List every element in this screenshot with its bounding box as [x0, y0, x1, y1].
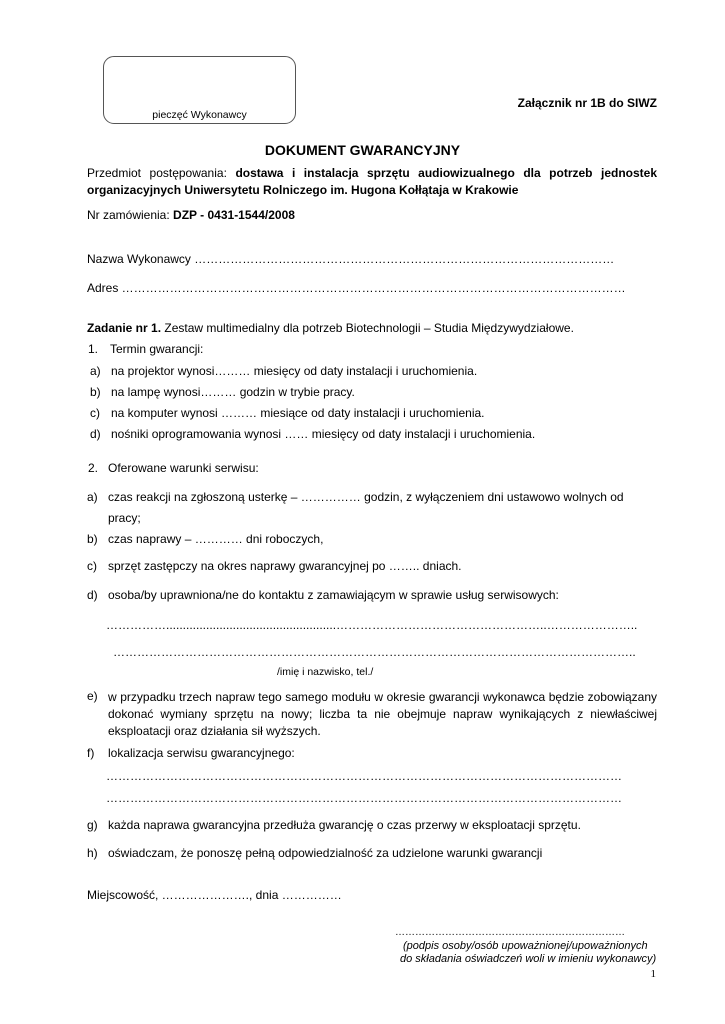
- section1-title: Termin gwarancji:: [110, 342, 204, 356]
- s2-b-text: czas naprawy – ………… dni roboczych,: [108, 532, 324, 546]
- s2-c-text: sprzęt zastępczy na okres naprawy gwarancyjnej po …….. dniach.: [108, 559, 462, 573]
- order-value: DZP - 0431-1544/2008: [173, 208, 295, 222]
- document-title: DOKUMENT GWARANCYJNY: [264, 142, 461, 158]
- task-text: Zestaw multimedialny dla potrzeb Biotechnologii – Studia Międzywydziałowe.: [164, 321, 574, 335]
- s1-item-a-letter: a): [90, 364, 101, 378]
- s2-g-text: każda naprawa gwarancyjna przedłuża gwarancję o czas przerwy w eksploatacji sprzętu.: [108, 818, 581, 832]
- stamp-box: [103, 56, 296, 124]
- s2-d-caption: /imię i nazwisko, tel./: [277, 666, 374, 678]
- section2-num: 2.: [88, 461, 99, 475]
- stamp-label: pieczęć Wykonawcy: [152, 109, 247, 121]
- s2-f-dots-2: …………………………………………………………………………………………………………………: [106, 791, 622, 805]
- s2-c-letter: c): [87, 559, 97, 573]
- s2-d-text: osoba/by uprawniona/ne do kontaktu z zamawiającym w sprawie usług serwisowych:: [108, 588, 559, 602]
- s2-e-text: w przypadku trzech napraw tego samego modułu w okresie gwarancji wykonawca będzie zobowiązany dokonać wymiany sprzętu na nowy; liczba ta nie obejmuje napraw wynikających z niewłaściwej eksploatacji oraz działania sił wyższych.: [108, 690, 657, 738]
- s1-item-c-letter: c): [90, 406, 100, 420]
- s2-a-text-line1: czas reakcji na zgłoszoną usterkę – …………… godzin, z wyłączeniem dni ustawowo wolnych od: [108, 490, 624, 504]
- task-label: Zadanie nr 1.: [87, 321, 162, 335]
- place-date-field: Miejscowość, …………………., dnia ……………: [87, 888, 342, 902]
- s1-item-b-text: na lampę wynosi……… godzin w trybie pracy.: [111, 385, 355, 399]
- s2-b-letter: b): [87, 532, 98, 546]
- address-field: Adres ………………………………………………………………………………………………………………: [87, 281, 626, 295]
- s2-a-letter: a): [87, 490, 98, 504]
- order-label: Nr zamówienia:: [87, 208, 170, 222]
- s2-f-text: lokalizacja serwisu gwarancyjnego:: [108, 746, 295, 760]
- s2-d-dots-2: …………………………………………………………………………………………………………………..: [113, 645, 636, 659]
- s1-item-a-text: na projektor wynosi……… miesięcy od daty instalacji i uruchomienia.: [111, 364, 478, 378]
- signature-dots: ……………………………………………………………: [395, 927, 625, 938]
- section1-num: 1.: [88, 342, 99, 356]
- s1-item-c-text: na komputer wynosi ……… miesiące od daty instalacji i uruchomienia.: [111, 406, 485, 420]
- subject-paragraph: [87, 165, 657, 199]
- s1-item-d-letter: d): [90, 427, 101, 441]
- s2-f-dots-1: …………………………………………………………………………………………………………………: [106, 769, 622, 783]
- order-number: [87, 208, 295, 222]
- s2-h-text: oświadczam, że ponoszę pełną odpowiedzialność za udzielone warunki gwarancji: [108, 846, 543, 860]
- s2-e-letter: e): [87, 689, 98, 703]
- s1-item-d-text: nośniki oprogramowania wynosi …… miesięcy od daty instalacji i uruchomienia.: [111, 427, 536, 441]
- signature-caption-line2: do składania oświadczeń woli w imieniu wykonawcy): [400, 953, 657, 965]
- subject-label: Przedmiot postępowania:: [87, 166, 227, 180]
- s2-d-dots-1: ……………...................................................……………………………………………..…………………..: [106, 618, 638, 632]
- s2-a-text-line2: pracy;: [108, 511, 141, 525]
- annex-label: Załącznik nr 1B do SIWZ: [517, 96, 657, 110]
- section2-title: Oferowane warunki serwisu:: [108, 461, 259, 475]
- contractor-name-field: Nazwa Wykonawcy ……………………………………………………………………………………………: [87, 252, 615, 266]
- s1-item-b-letter: b): [90, 385, 101, 399]
- subject-text: dostawa i instalacja sprzętu audiowizualnego dla potrzeb jednostek organizacyjnych Uniwersytetu Rolniczego im. Hugona Kołłątaja w Krakowie: [87, 166, 658, 197]
- s2-g-letter: g): [87, 818, 98, 832]
- signature-caption-line1: (podpis osoby/osób upoważnionej/upoważnionych: [403, 940, 648, 952]
- task-line: [87, 321, 574, 335]
- s2-h-letter: h): [87, 846, 98, 860]
- s2-d-letter: d): [87, 588, 98, 602]
- page-number: 1: [650, 968, 656, 980]
- s2-f-letter: f): [87, 746, 95, 760]
